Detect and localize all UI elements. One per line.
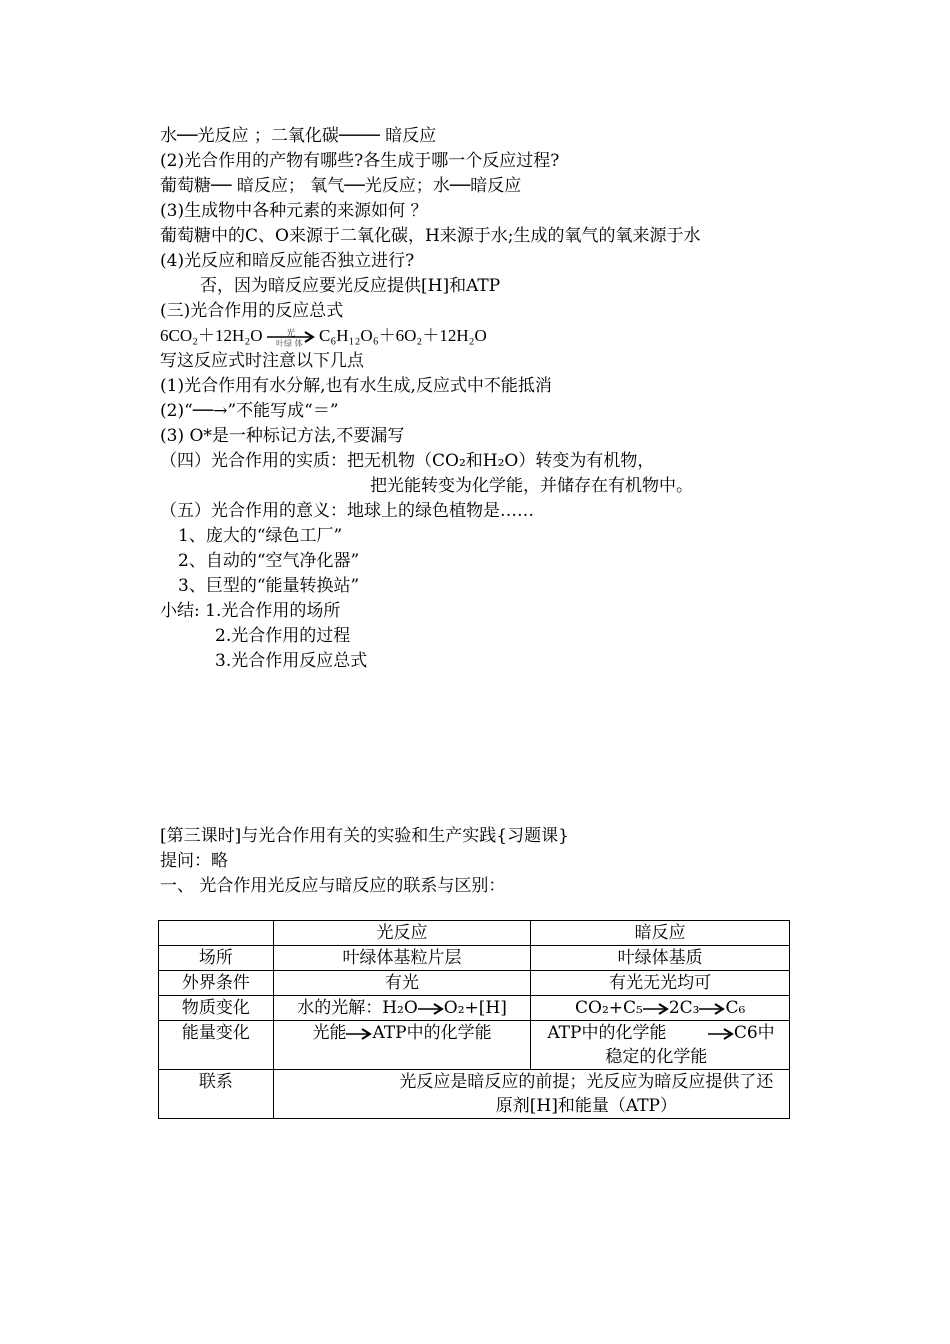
cell-text: O₂+[H] xyxy=(443,998,507,1018)
cell-text: ATP中的化学能 xyxy=(547,1023,667,1043)
question-3: (3)生成物中各种元素的来源如何 ？ xyxy=(160,201,428,221)
text-line: 葡萄糖── 暗反应； 氧气──光反应；水──暗反应 xyxy=(160,176,522,196)
text-line: 写这反应式时注意以下几点 xyxy=(160,351,364,371)
cell-text: 稳定的化学能 xyxy=(605,1047,708,1067)
table-row xyxy=(159,946,790,971)
arrow-icon xyxy=(346,1028,372,1040)
equation-right: C₆H₁₂O₆＋6O₂＋12H₂O xyxy=(319,326,487,345)
list-item: 2、自动的“空气净化器” xyxy=(178,551,360,571)
text-line: 否，因为暗反应要光反应提供[H]和ATP xyxy=(200,276,501,296)
row-label: 物质变化 xyxy=(159,996,274,1021)
table-header-cell: 光反应 xyxy=(273,921,531,946)
table-cell: 叶绿体基粒片层 xyxy=(273,946,531,971)
text-line: (3) O*是一种标记方法,不要漏写 xyxy=(160,426,405,446)
row-label: 场所 xyxy=(159,946,274,971)
question-2: (2)光合作用的产物有哪些?各生成于哪一个反应过程? xyxy=(160,151,560,171)
row-label: 能量变化 xyxy=(159,1021,274,1070)
table-cell xyxy=(273,996,531,1021)
cell-text: 光能 xyxy=(312,1023,347,1043)
table-row xyxy=(159,1021,790,1070)
arrow-label-bottom: 叶绿 体 xyxy=(276,339,303,348)
text-line: 葡萄糖中的C、O来源于二氧化碳，H来源于水;生成的氧气的氧来源于水 xyxy=(160,226,701,246)
list-item: 2.光合作用的过程 xyxy=(215,626,351,646)
question-4: (4)光反应和暗反应能否独立进行? xyxy=(160,251,415,271)
cell-text: 水的光解：H₂O xyxy=(297,998,418,1018)
table-row xyxy=(159,971,790,996)
table-cell xyxy=(273,1021,531,1070)
section-heading: 一、 光合作用光反应与暗反应的联系与区别： xyxy=(160,876,506,896)
arrow-label-top: 光 xyxy=(286,328,296,339)
section-heading: （四）光合作用的实质：把无机物（CO₂和H₂O）转变为有机物， xyxy=(160,451,655,471)
table-cell xyxy=(531,996,790,1021)
arrow-icon xyxy=(699,1003,725,1015)
table-row xyxy=(159,1070,790,1119)
list-item: 3、巨型的“能量转换站” xyxy=(178,576,360,596)
table-header-cell xyxy=(159,921,274,946)
section-heading: (三)光合作用的反应总式 xyxy=(160,301,344,321)
table-cell: 叶绿体基质 xyxy=(531,946,790,971)
table-cell-merged: 光反应是暗反应的前提；光反应为暗反应提供了还原剂[H]和能量（ATP） xyxy=(273,1070,789,1119)
cell-text: C6中 xyxy=(733,1023,775,1043)
arrow-icon xyxy=(418,1003,444,1015)
row-label: 外界条件 xyxy=(159,971,274,996)
list-item: 1、庞大的“绿色工厂” xyxy=(178,526,343,546)
cell-text: CO₂+C₅ xyxy=(575,998,643,1018)
section-heading: （五）光合作用的意义：地球上的绿色植物是…… xyxy=(160,501,534,521)
arrow-icon xyxy=(643,1003,669,1015)
table-cell xyxy=(531,1021,790,1070)
text-line: 水──光反应 ；二氧化碳──── 暗反应 xyxy=(160,126,437,146)
text-line: 把光能转变为化学能，并储存在有机物中。 xyxy=(370,476,693,496)
summary-heading: 小结: 1.光合作用的场所 xyxy=(160,601,341,621)
table-header-cell: 暗反应 xyxy=(531,921,790,946)
row-label: 联系 xyxy=(159,1070,274,1119)
reaction-equation xyxy=(160,325,487,347)
table-cell: 有光无光均可 xyxy=(531,971,790,996)
table-row xyxy=(159,996,790,1021)
table-header-row xyxy=(159,921,790,946)
arrow-icon xyxy=(708,1028,734,1040)
text-line: 提问：略 xyxy=(160,851,228,871)
cell-text: C₆ xyxy=(725,998,746,1018)
cell-text: ATP中的化学能 xyxy=(372,1023,492,1043)
lesson-title: [第三课时]与光合作用有关的实验和生产实践{习题课} xyxy=(160,826,569,846)
table-cell: 有光 xyxy=(273,971,531,996)
cell-text: 2C₃ xyxy=(668,998,700,1018)
text-line: (1)光合作用有水分解,也有水生成,反应式中不能抵消 xyxy=(160,376,552,396)
comparison-table xyxy=(158,920,790,1119)
list-item: 3.光合作用反应总式 xyxy=(215,651,368,671)
text-line: (2)“──→”不能写成“＝” xyxy=(160,401,339,421)
equation-left: 6CO₂＋12H₂O xyxy=(160,326,263,345)
